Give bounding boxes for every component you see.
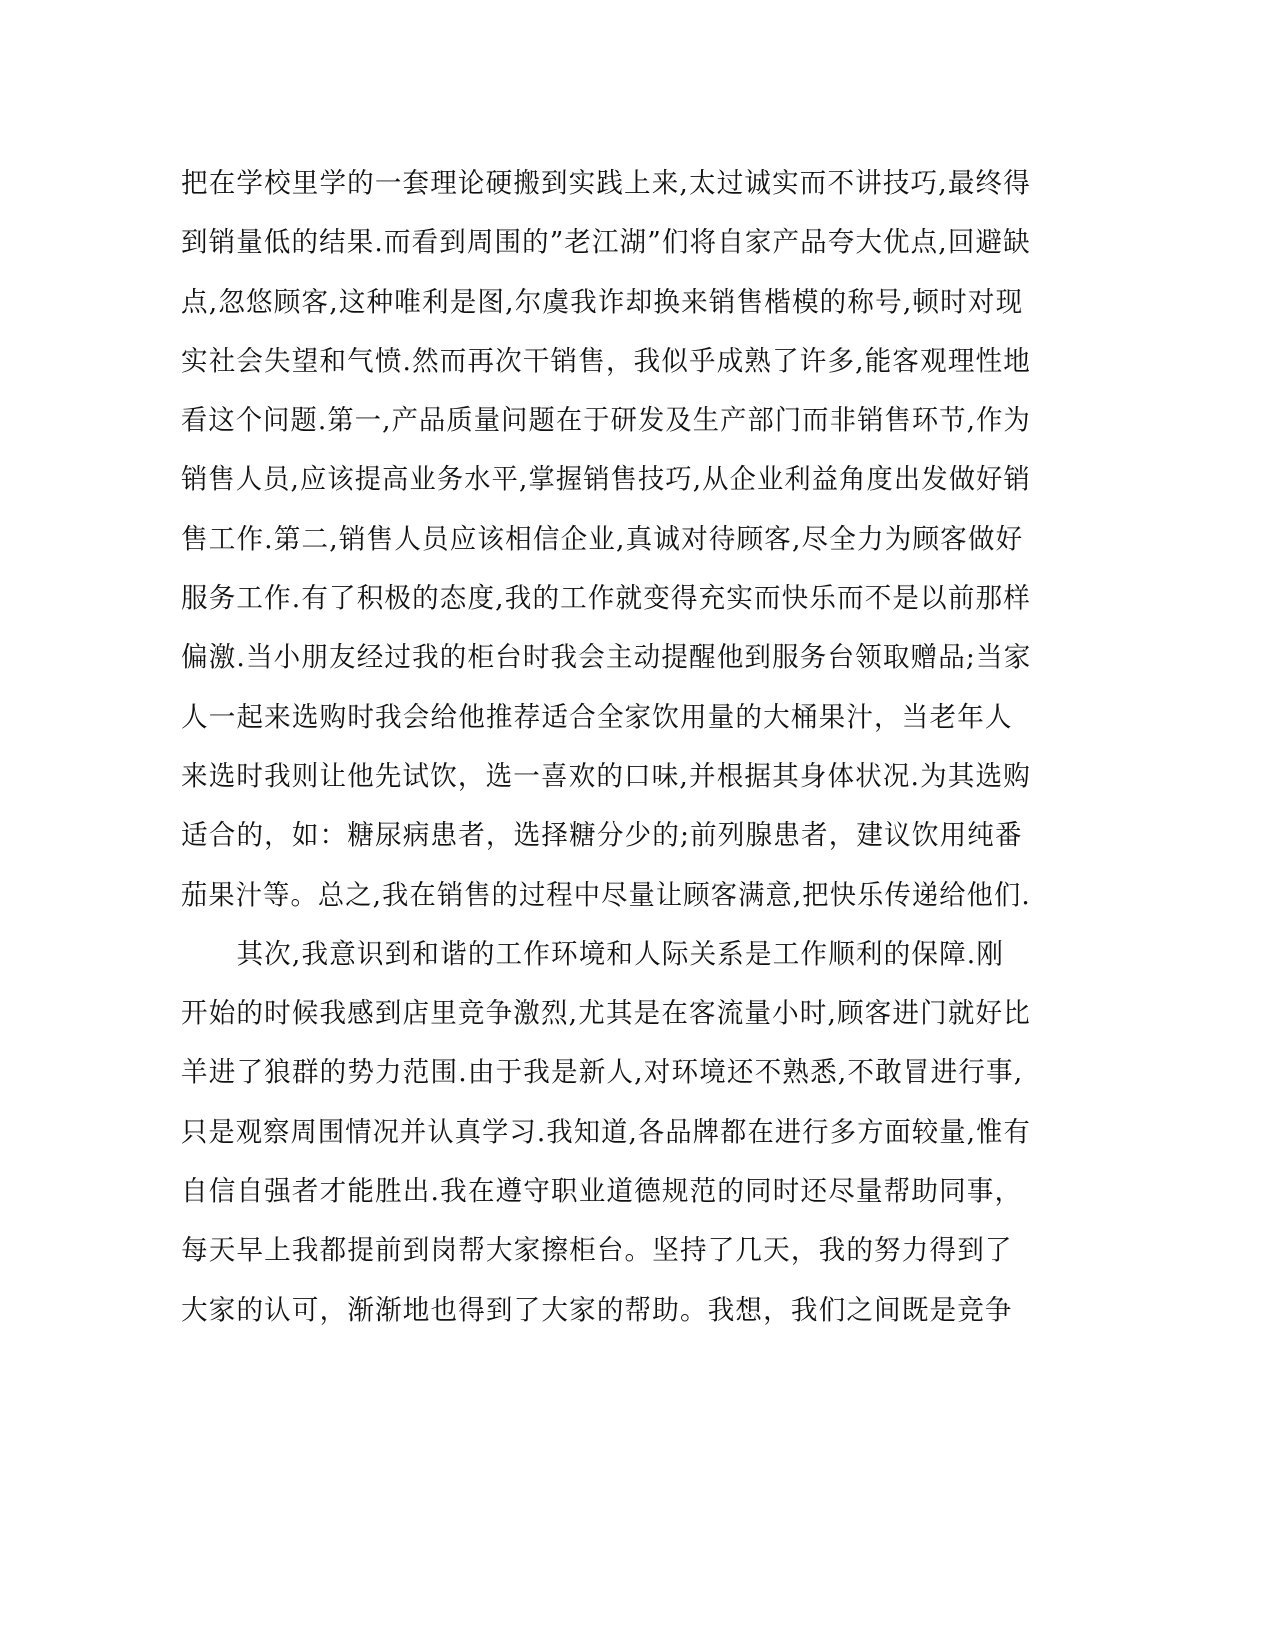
text-line: 每天早上我都提前到岗帮大家擦柜台。坚持了几天，我的努力得到了	[181, 1234, 1013, 1267]
text-line: 羊进了狼群的势力范围.由于我是新人,对环境还不熟悉,不敢冒进行事,	[181, 1056, 1024, 1089]
text-line: 来选时我则让他先试饮，选一喜欢的口味,并根据其身体状况.为其选购	[181, 759, 1031, 792]
text-line: 把在学校里学的一套理论硬搬到实践上来,太过诚实而不讲技巧,最终得	[181, 167, 1031, 199]
text-line: 到销量低的结果.而看到周围的”老江湖”们将自家产品夸大优点,回避缺	[181, 226, 1031, 259]
text-line: 服务工作.有了积极的态度,我的工作就变得充实而快乐而不是以前那样	[181, 582, 1031, 615]
text-line: 看这个问题.第一,产品质量问题在于研发及生产部门而非销售环节,作为	[181, 404, 1031, 437]
text-line: 开始的时候我感到店里竞争激烈,尤其是在客流量小时,顾客进门就好比	[181, 997, 1031, 1030]
text-line: 偏激.当小朋友经过我的柜台时我会主动提醒他到服务台领取赠品;当家	[181, 641, 1032, 674]
text-line: 实社会失望和气愤.然而再次干销售，我似乎成熟了许多,能客观理性地	[181, 344, 1031, 377]
text-line: 销售人员,应该提高业务水平,掌握销售技巧,从企业利益角度出发做好销	[181, 463, 1031, 496]
text-line: 茄果汁等。总之,我在销售的过程中尽量让顾客满意,把快乐传递给他们.	[181, 878, 1031, 911]
text-line: 只是观察周围情况并认真学习.我知道,各品牌都在进行多方面较量,惟有	[181, 1115, 1031, 1148]
text-line: 点,忽悠顾客,这种唯利是图,尔虞我诈却换来销售楷模的称号,顿时对现	[181, 285, 1024, 318]
text-line: 人一起来选购时我会给他推荐适合全家饮用量的大桶果汁，当老年人	[181, 700, 1013, 733]
paragraph-start-line: 其次,我意识到和谐的工作环境和人际关系是工作顺利的保障.刚	[181, 937, 1005, 970]
text-line: 适合的，如：糖尿病患者，选择糖分少的;前列腺患者，建议饮用纯番	[181, 819, 1023, 852]
text-line: 售工作.第二,销售人员应该相信企业,真诚对待顾客,尽全力为顾客做好	[181, 522, 1024, 555]
body-text	[181, 162, 1061, 1348]
text-line: 大家的认可，渐渐地也得到了大家的帮助。我想，我们之间既是竞争	[181, 1293, 1013, 1326]
text-line: 自信自强者才能胜出.我在遵守职业道德规范的同时还尽量帮助同事，	[181, 1175, 1023, 1208]
